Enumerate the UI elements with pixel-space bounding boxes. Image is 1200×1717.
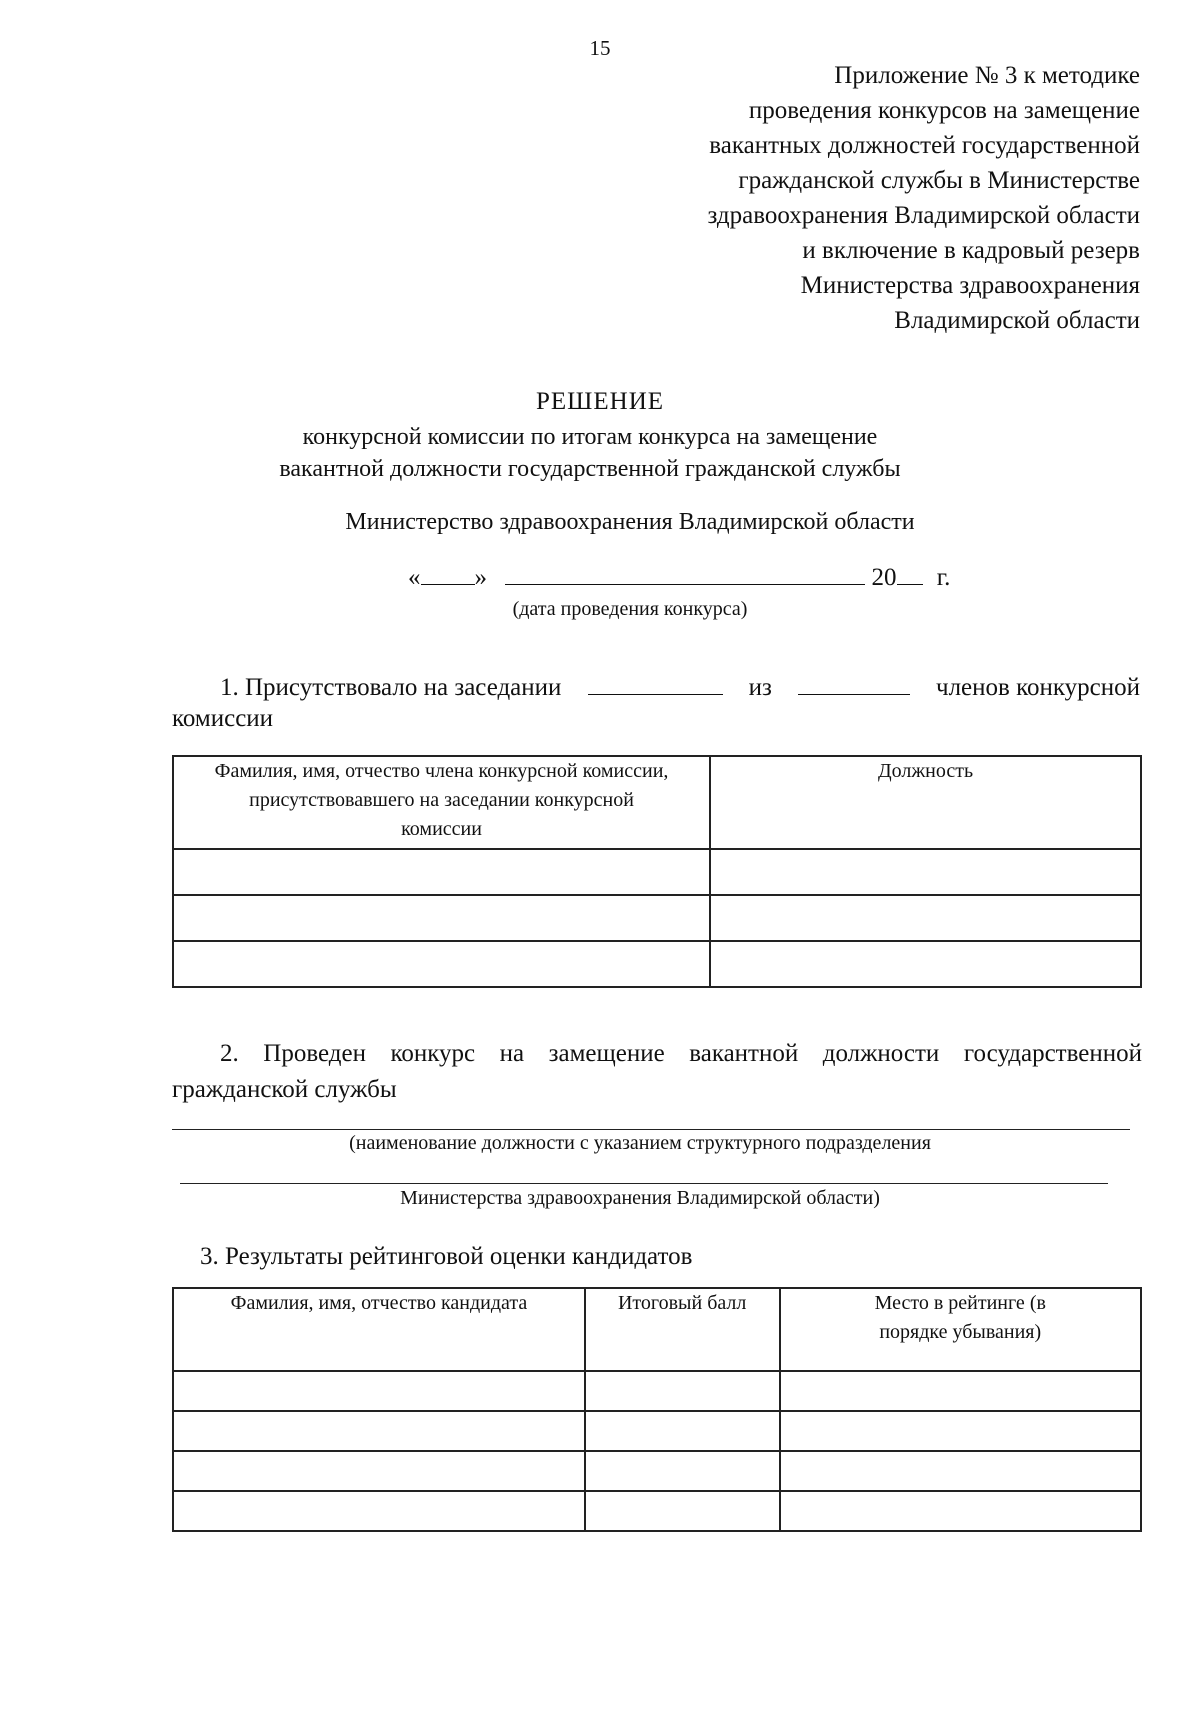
table-row [173, 895, 1141, 941]
member-position-cell[interactable] [710, 849, 1141, 895]
date-open-quote: « [408, 564, 421, 591]
section1-text-cont: комиссии [172, 705, 274, 732]
appendix-line: проведения конкурсов на замещение [748, 97, 1140, 124]
rating-place-cell[interactable] [780, 1491, 1142, 1531]
column-header-position: Должность [710, 756, 1141, 849]
candidate-name-cell[interactable] [173, 1371, 585, 1411]
section1-text-mid: из [748, 674, 772, 701]
position-name-blank[interactable] [172, 1129, 1130, 1130]
section2-text: 2. Проведен конкурс на замещение вакантной должности государственной [220, 1040, 1142, 1067]
appendix-line: гражданской службы в Министерстве [738, 167, 1140, 194]
date-year-prefix: 20 [871, 564, 897, 591]
date-line [408, 560, 950, 592]
section2-text-line1 [172, 1040, 1142, 1068]
present-count-blank[interactable] [588, 670, 723, 695]
member-name-cell[interactable] [173, 849, 710, 895]
column-header-candidate-name: Фамилия, имя, отчество кандидата [173, 1288, 585, 1371]
table-row [173, 1371, 1141, 1411]
candidate-name-cell[interactable] [173, 1451, 585, 1491]
rating-place-cell[interactable] [780, 1451, 1142, 1491]
table-header-row [173, 756, 1141, 849]
commission-members-table [172, 755, 1142, 988]
department-blank[interactable] [180, 1183, 1108, 1184]
rating-place-cell[interactable] [780, 1411, 1142, 1451]
table-header-row [173, 1288, 1141, 1371]
date-caption: (дата проведения конкурса) [512, 598, 748, 620]
section1-text [172, 670, 1140, 702]
total-score-cell[interactable] [585, 1411, 780, 1451]
ministry-name: Министерство здравоохранения Владимирской области [345, 509, 915, 535]
total-score-cell[interactable] [585, 1371, 780, 1411]
section2-text-line2: гражданской службы [172, 1076, 397, 1103]
column-header-rating-place: Место в рейтинге (в порядке убывания) [780, 1288, 1142, 1371]
candidate-name-cell[interactable] [173, 1491, 585, 1531]
date-year-suffix: г. [936, 564, 951, 591]
appendix-line: и включение в кадровый резерв [802, 237, 1140, 264]
section1-text-start: 1. Присутствовало на заседании [220, 674, 562, 701]
document-title: РЕШЕНИЕ [535, 388, 665, 415]
page-number: 15 [589, 36, 611, 60]
position-caption1: (наименование должности с указанием структурного подразделения [349, 1132, 931, 1154]
section3-text: 3. Результаты рейтинговой оценки кандидатов [200, 1243, 693, 1270]
table-row [173, 1451, 1141, 1491]
table-row [173, 1411, 1141, 1451]
table-row [173, 849, 1141, 895]
column-header-member-name: Фамилия, имя, отчество члена конкурсной комиссии, присутствовавшего на заседании конкурсной комиссии [173, 756, 710, 849]
member-position-cell[interactable] [710, 895, 1141, 941]
month-blank[interactable] [505, 560, 865, 585]
candidates-rating-table [172, 1287, 1142, 1532]
total-score-cell[interactable] [585, 1451, 780, 1491]
appendix-header [520, 58, 1140, 338]
section1-text-end: членов конкурсной [936, 674, 1140, 701]
candidate-name-cell[interactable] [173, 1411, 585, 1451]
table-row [173, 941, 1141, 987]
total-count-blank[interactable] [798, 670, 910, 695]
appendix-line: здравоохранения Владимирской области [707, 202, 1140, 229]
member-position-cell[interactable] [710, 941, 1141, 987]
document-subtitle-line2: вакантной должности государственной гражданской службы [279, 456, 901, 482]
total-score-cell[interactable] [585, 1491, 780, 1531]
year-blank[interactable] [897, 560, 923, 585]
column-header-total-score: Итоговый балл [585, 1288, 780, 1371]
date-close-quote: » [474, 564, 487, 591]
member-name-cell[interactable] [173, 895, 710, 941]
appendix-line: вакантных должностей государственной [709, 132, 1140, 159]
appendix-line: Владимирской области [894, 307, 1140, 334]
table-row [173, 1491, 1141, 1531]
document-subtitle-line1: конкурсной комиссии по итогам конкурса на замещение [302, 424, 878, 450]
rating-place-cell[interactable] [780, 1371, 1142, 1411]
position-caption2: Министерства здравоохранения Владимирской области) [400, 1187, 880, 1209]
appendix-line: Министерства здравоохранения [800, 272, 1140, 299]
member-name-cell[interactable] [173, 941, 710, 987]
appendix-line: Приложение № 3 к методике [834, 62, 1140, 89]
day-blank[interactable] [421, 560, 475, 585]
